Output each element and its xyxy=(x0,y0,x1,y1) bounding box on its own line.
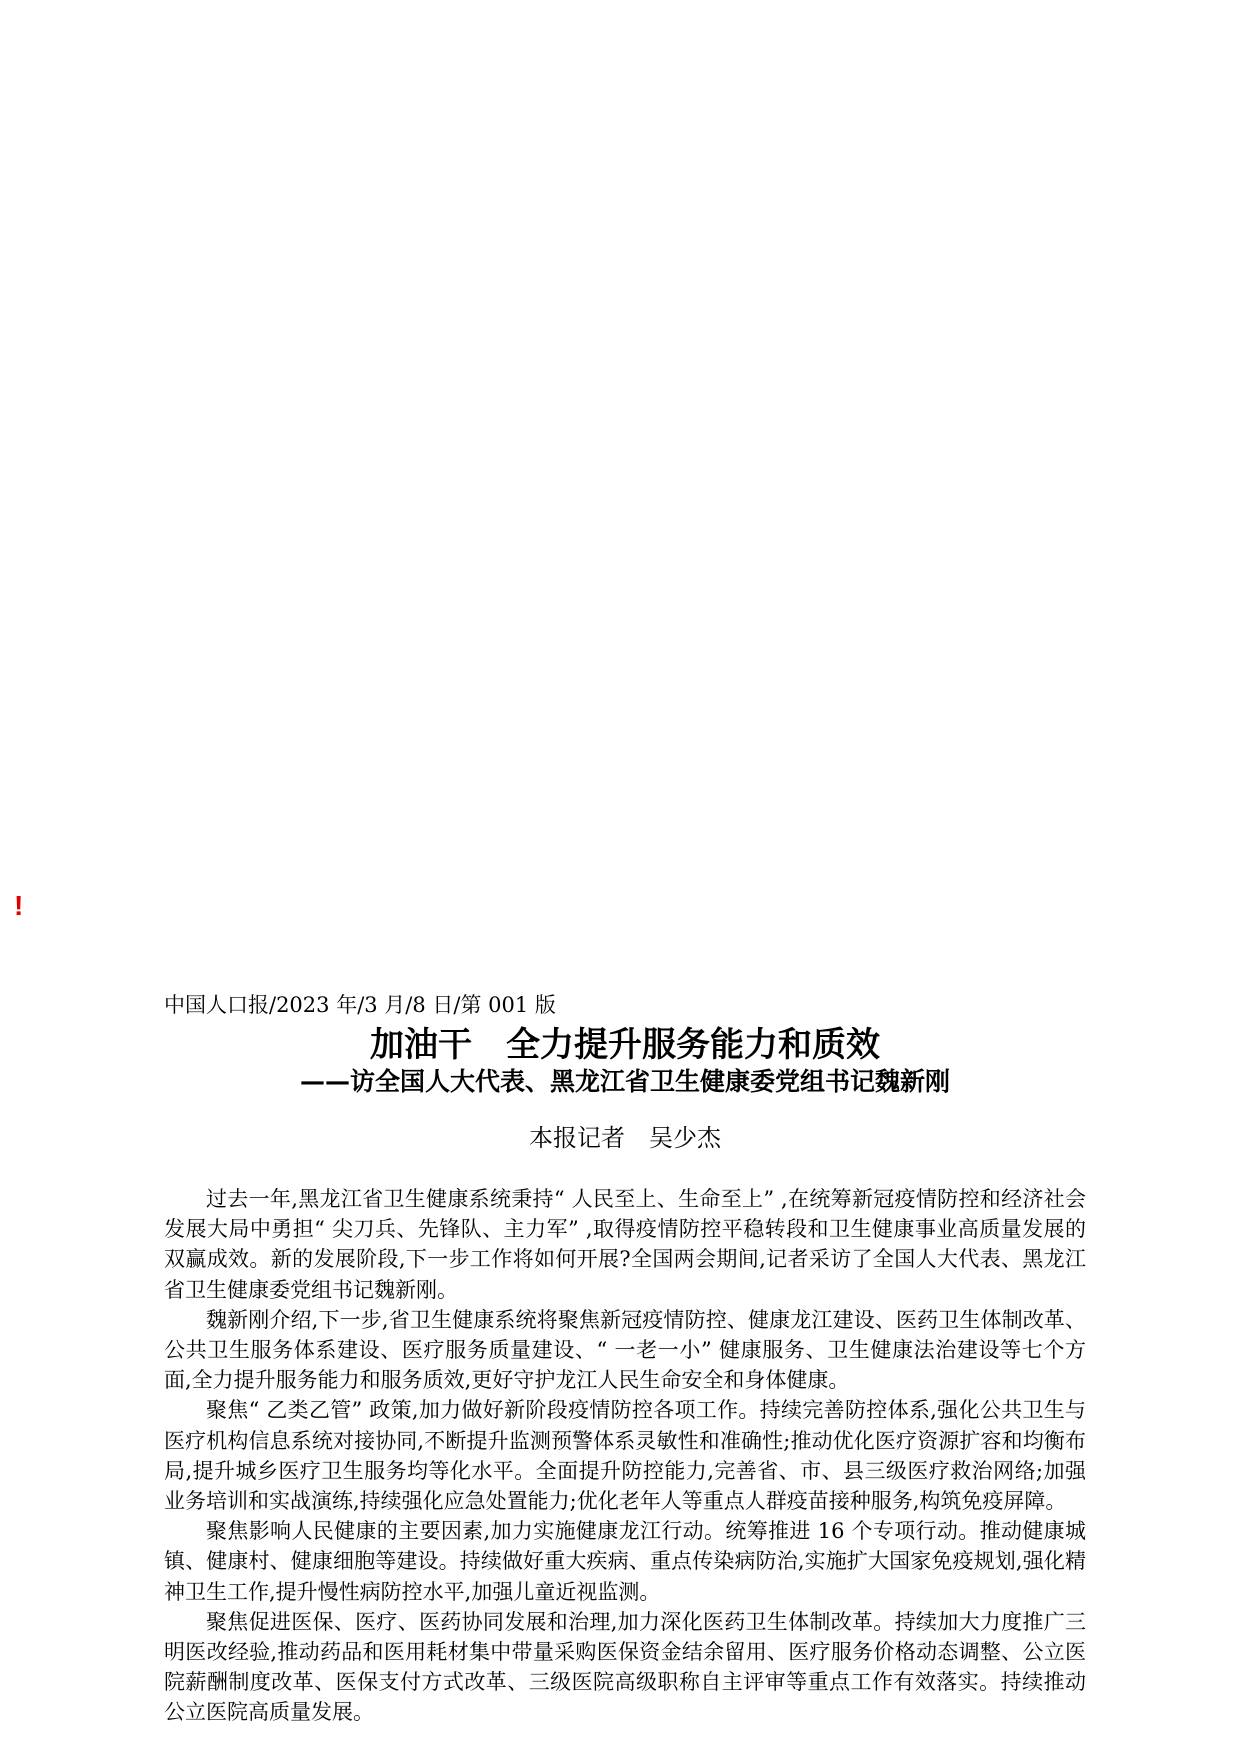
paragraph: 魏新刚介绍,下一步,省卫生健康系统将聚焦新冠疫情防控、健康龙江建设、医药卫生体制改革、公共卫生服务体系建设、医疗服务质量建设、“ 一老一小” 健康服务、卫生健康法治建设等七个方面,全力提升服务能力和服务质效,更好守护龙江人民生命安全和身体健康。 xyxy=(164,1307,1086,1393)
article xyxy=(164,990,1086,1728)
paragraph: 聚焦“ 乙类乙管” 政策,加力做好新阶段疫情防控各项工作。持续完善防控体系,强化公共卫生与医疗机构信息系统对接协同,不断提升监测预警体系灵敏性和准确性;推动优化医疗资源扩容和均衡布局,提升城乡医疗卫生服务均等化水平。全面提升防控能力,完善省、市、县三级医疗救治网络;加强业务培训和实战演练,持续强化应急处置能力;优化老年人等重点人群疫苗接种服务,构筑免疫屏障。 xyxy=(164,1398,1086,1514)
newspaper-source-line: 中国人口报/2023 年/3 月/8 日/第 001 版 xyxy=(164,993,556,1017)
red-exclamation-marker: ! xyxy=(14,890,24,921)
paragraph: 过去一年,黑龙江省卫生健康系统秉持“ 人民至上、生命至上” ,在统筹新冠疫情防控和经济社会发展大局中勇担“ 尖刀兵、先锋队、主力军” ,取得疫情防控平稳转段和卫生健康事业高质量发展的双赢成效。新的发展阶段,下一步工作将如何开展?全国两会期间,记者采访了全国人大代表、黑龙江省卫生健康委党组书记魏新刚。 xyxy=(164,1187,1086,1302)
byline: 本报记者 吴少杰 xyxy=(529,1124,721,1152)
paragraph: 聚焦影响人民健康的主要因素,加力实施健康龙江行动。统筹推进 16 个专项行动。推动健康城镇、健康村、健康细胞等建设。持续做好重大疾病、重点传染病防治,实施扩大国家免疫规划,强化精神卫生工作,提升慢性病防控水平,加强儿童近视监测。 xyxy=(164,1519,1086,1604)
paragraph: 聚焦促进医保、医疗、医药协同发展和治理,加力深化医药卫生体制改革。持续加大力度推广三明医改经验,推动药品和医用耗材集中带量采购医保资金结余留用、医疗服务价格动态调整、公立医院薪酬制度改革、医保支付方式改革、三级医院高级职称自主评审等重点工作有效落实。持续推动公立医院高质量发展。 xyxy=(164,1609,1086,1725)
article-title: 加油干 全力提升服务能力和质效 xyxy=(370,1025,880,1065)
article-subtitle: ——访全国人大代表、黑龙江省卫生健康委党组书记魏新刚 xyxy=(299,1067,950,1096)
